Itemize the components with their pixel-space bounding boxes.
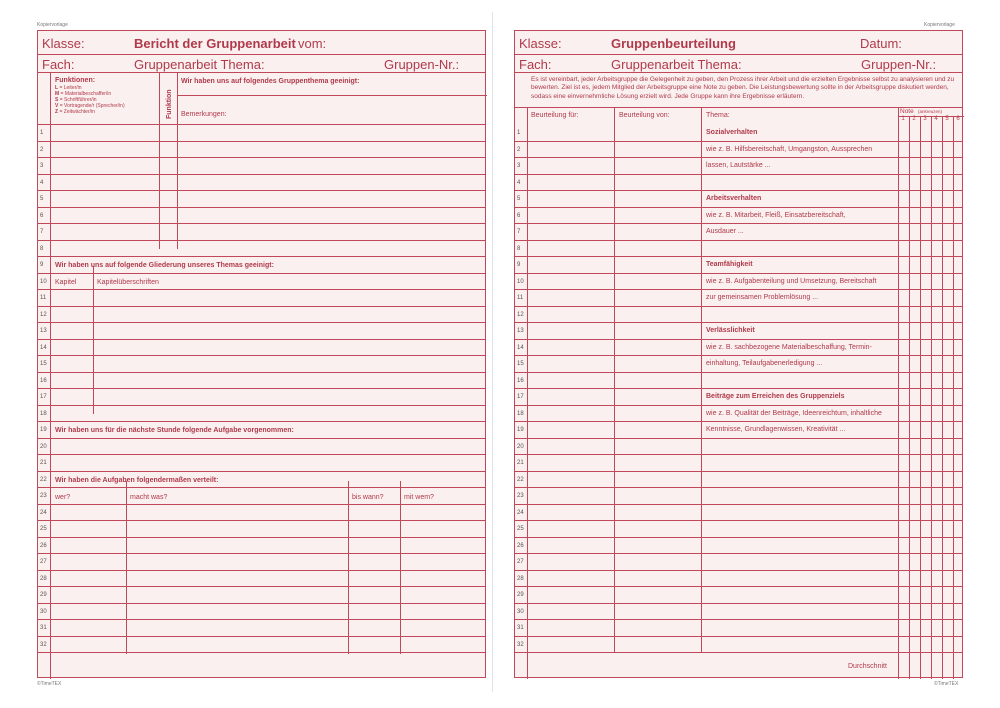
row-number: 7 (517, 229, 521, 235)
left-row[interactable] (38, 241, 485, 258)
row-number: 13 (40, 328, 47, 334)
left-row[interactable] (38, 158, 485, 175)
row-number: 31 (517, 625, 524, 631)
topic-heading: Arbeitsverhalten (706, 195, 762, 202)
fach-label-right: Fach: (519, 57, 552, 72)
row-number: 25 (40, 526, 47, 532)
with-whom-label: mit wem? (404, 494, 434, 501)
next-lesson-label: Wir haben uns für die nächste Stunde folgende Aufgabe vorgenommen: (55, 427, 294, 434)
until-label: bis wann? (352, 494, 384, 501)
left-row[interactable] (38, 406, 485, 423)
topic-hint: wie z. B. Qualität der Beiträge, Ideenreichtum, inhaltliche (706, 409, 882, 417)
kapitel-label: Kapitel (55, 279, 77, 286)
row-number: 19 (517, 427, 524, 433)
topic-hint: wie z. B. Mitarbeit, Fleiß, Einsatzbereitschaft, (706, 211, 846, 219)
left-row[interactable] (38, 587, 485, 604)
grade-2: 2 (912, 116, 916, 122)
assessment-title: Gruppenbeurteilung (611, 36, 736, 51)
average-label: Durchschnitt (848, 663, 887, 670)
left-header-row-1 (38, 31, 485, 55)
row-number: 18 (40, 410, 47, 417)
row-number: 9 (40, 262, 44, 268)
row-number: 4 (40, 179, 44, 186)
note-label: Note (900, 108, 914, 115)
left-row[interactable] (38, 323, 485, 340)
row-number: 6 (517, 212, 521, 219)
right-row[interactable] (515, 307, 962, 324)
topic-heading: Beiträge zum Erreichen des Gruppenziels (706, 393, 845, 400)
right-row[interactable] (515, 587, 962, 604)
theme-agreed-label: Wir haben uns auf folgendes Gruppenthema geeinigt: (181, 78, 360, 85)
row-number: 14 (40, 344, 47, 351)
row-number: 6 (40, 212, 44, 219)
row-number: 26 (40, 542, 47, 549)
row-number: 5 (40, 196, 44, 202)
left-row[interactable] (38, 340, 485, 357)
row-number: 20 (40, 443, 47, 450)
row-number: 9 (517, 262, 521, 268)
row-number: 2 (517, 146, 521, 153)
group-report-form (37, 30, 486, 678)
row-number: 31 (40, 625, 47, 631)
grade-5: 5 (945, 116, 949, 122)
row-number: 15 (517, 361, 524, 367)
row-number: 4 (517, 179, 521, 186)
topic-heading: Verlässlichkeit (706, 327, 755, 334)
functions-title: Funktionen: (55, 77, 96, 84)
right-row[interactable] (515, 241, 962, 258)
row-number: 10 (517, 278, 524, 285)
grade-3: 3 (923, 116, 927, 122)
left-row[interactable] (38, 191, 485, 208)
topic-hint: wie z. B. sachbezogene Materialbeschaffung, Termin- (706, 343, 872, 351)
who-label: wer? (55, 494, 71, 501)
row-number: 19 (40, 427, 47, 433)
left-row[interactable] (38, 373, 485, 390)
row-number: 32 (517, 641, 524, 648)
right-row[interactable] (515, 637, 962, 654)
row-number: 28 (40, 575, 47, 582)
row-number: 17 (517, 394, 524, 400)
row-number: 3 (40, 163, 44, 169)
row-number: 25 (517, 526, 524, 532)
row-number: 30 (517, 608, 524, 615)
left-row[interactable] (38, 208, 485, 225)
right-row[interactable] (515, 505, 962, 522)
row-number: 27 (517, 559, 524, 565)
row-number: 21 (40, 460, 47, 466)
row-number: 17 (40, 394, 47, 400)
right-row[interactable] (515, 538, 962, 555)
page-divider (492, 12, 493, 692)
left-row[interactable] (38, 604, 485, 621)
topic-hint: Ausdauer ... (706, 228, 744, 235)
right-row[interactable] (515, 554, 962, 571)
topic-heading: Sozialverhalten (706, 129, 758, 136)
row-number: 13 (517, 328, 524, 334)
row-number: 10 (40, 278, 47, 285)
row-number: 22 (517, 476, 524, 483)
left-row[interactable] (38, 521, 485, 538)
function-item-s: S = Schriftführer/in (55, 97, 97, 104)
fach-label: Fach: (42, 57, 75, 72)
row-number: 3 (517, 163, 521, 169)
row-number: 11 (517, 295, 524, 301)
functions-legend (55, 77, 165, 115)
note-hint: (ankreuzen) (918, 109, 943, 114)
row-number: 28 (517, 575, 524, 582)
row-number: 1 (517, 130, 521, 136)
left-row[interactable] (38, 175, 485, 192)
datum-label: Datum: (860, 36, 902, 51)
topic-hint: wie z. B. Aufgabenteilung und Umsetzung, Bereitschaft (706, 277, 877, 285)
row-number: 26 (517, 542, 524, 549)
right-row[interactable] (515, 175, 962, 192)
thema-label: Gruppenarbeit Thema: (134, 57, 265, 72)
row-number: 23 (517, 493, 524, 499)
row-number: 11 (40, 295, 47, 301)
row-number: 24 (517, 509, 524, 516)
topic-hint: einhaltung, Teilaufgabenerledigung ... (706, 360, 823, 367)
left-row[interactable] (38, 125, 485, 142)
row-number: 20 (517, 443, 524, 450)
left-row[interactable] (38, 224, 485, 241)
right-row[interactable] (515, 439, 962, 456)
row-number: 16 (40, 377, 47, 384)
right-row[interactable] (515, 604, 962, 621)
klasse-label: Klasse: (42, 36, 85, 51)
outline-label: Wir haben uns auf folgende Gliederung unseres Themas geeinigt: (55, 262, 274, 269)
grade-6: 6 (956, 116, 960, 122)
right-row[interactable] (515, 521, 962, 538)
grade-4: 4 (934, 116, 938, 122)
klasse-label-right: Klasse: (519, 36, 562, 51)
topic-hint: Kenntnisse, Grundlagenwissen, Kreativität ... (706, 426, 846, 433)
right-header-row-1 (515, 31, 962, 55)
row-number: 14 (517, 344, 524, 351)
left-row[interactable] (38, 389, 485, 406)
function-item-m: M = Materialbeschaffer/in (55, 91, 112, 98)
gruppen-nr-label: Gruppen-Nr.: (384, 57, 460, 72)
gruppen-nr-label-right: Gruppen-Nr.: (861, 57, 937, 72)
function-item-v: V = Vortragende/r (Sprecher/in) (55, 103, 125, 110)
function-vertical-label: Funktion (166, 89, 173, 119)
function-item-l: L = Leiter/in (55, 85, 82, 92)
function-item-z: Z = Zeitwächter/in (55, 109, 95, 116)
left-caption: Kopiervorlage (37, 22, 68, 28)
topic-hint: wie z. B. Hilfsbereitschaft, Umgangston, Aussprechen (706, 145, 873, 153)
row-number: 16 (517, 377, 524, 384)
row-number: 15 (40, 361, 47, 367)
topic-hint: lassen, Lautstärke ... (706, 162, 771, 169)
row-number: 30 (40, 608, 47, 615)
left-row[interactable] (38, 356, 485, 373)
left-row[interactable] (38, 307, 485, 324)
row-number: 8 (40, 245, 44, 252)
left-row[interactable] (38, 505, 485, 522)
topic-hint: zur gemeinsamen Problemlösung ... (706, 294, 819, 301)
distribution-label: Wir haben die Aufgaben folgendermaßen verteilt: (55, 477, 219, 484)
topic-heading: Teamfähigkeit (706, 261, 753, 268)
row-number: 29 (40, 592, 47, 598)
right-row[interactable] (515, 571, 962, 588)
vom-label: vom: (298, 36, 327, 51)
row-number: 5 (517, 196, 521, 202)
left-row[interactable] (38, 455, 485, 472)
right-row[interactable] (515, 455, 962, 472)
copyright-left: ©TimeTEX (37, 681, 62, 687)
right-caption: Kopiervorlage (924, 22, 955, 28)
row-number: 27 (40, 559, 47, 565)
for-label: Beurteilung für: (531, 112, 579, 119)
row-number: 1 (40, 130, 44, 136)
thema-label-right: Gruppenarbeit Thema: (611, 57, 742, 72)
right-header-row-2 (515, 55, 962, 73)
left-row[interactable] (38, 538, 485, 555)
what-label: macht was? (130, 494, 168, 501)
kapitel-headings-label: Kapitelüberschriften (97, 279, 159, 286)
row-number: 23 (40, 493, 47, 499)
right-row[interactable] (515, 620, 962, 637)
row-number: 22 (40, 476, 47, 483)
row-number: 29 (517, 592, 524, 598)
right-row[interactable] (515, 488, 962, 505)
row-number: 12 (40, 311, 47, 318)
group-assessment-form (514, 30, 963, 678)
assessment-intro: Es ist vereinbart, jeder Arbeitsgruppe die Gelegenheit zu geben, den Prozess ihrer Arbeit und die erzielten Ergebnisse selbst zu analysieren und zu bewerten. Ziel ist es, jedem Mitglied der Arbeitsgruppe eine Note zu geben. Die Leistungsbewertung sollte in der Arbeitsgruppe diskutiert werden, sodass eine einvernehmliche Lösung erzielt wird. Jede Gruppe kann ihre Ergebnisse erläutern. (531, 76, 955, 100)
left-row[interactable] (38, 554, 485, 571)
left-row[interactable] (38, 142, 485, 159)
row-number: 2 (40, 146, 44, 153)
left-row[interactable] (38, 290, 485, 307)
right-row[interactable] (515, 472, 962, 489)
right-row[interactable] (515, 373, 962, 390)
left-row[interactable] (38, 571, 485, 588)
topic-label: Thema: (706, 112, 730, 119)
row-number: 7 (40, 229, 44, 235)
row-number: 32 (40, 641, 47, 648)
functions-box (38, 73, 485, 125)
left-header-row-2 (38, 55, 485, 73)
left-row[interactable] (38, 637, 485, 654)
row-number: 24 (40, 509, 47, 516)
grade-1: 1 (901, 116, 905, 122)
row-number: 8 (517, 245, 521, 252)
copyright-right: ©TimeTEX (934, 681, 959, 687)
from-label: Beurteilung von: (619, 112, 670, 119)
report-title: Bericht der Gruppenarbeit (134, 36, 296, 51)
remarks-label: Bemerkungen: (181, 111, 227, 118)
row-number: 18 (517, 410, 524, 417)
row-number: 21 (517, 460, 524, 466)
row-number: 12 (517, 311, 524, 318)
left-row[interactable] (38, 439, 485, 456)
left-row[interactable] (38, 620, 485, 637)
